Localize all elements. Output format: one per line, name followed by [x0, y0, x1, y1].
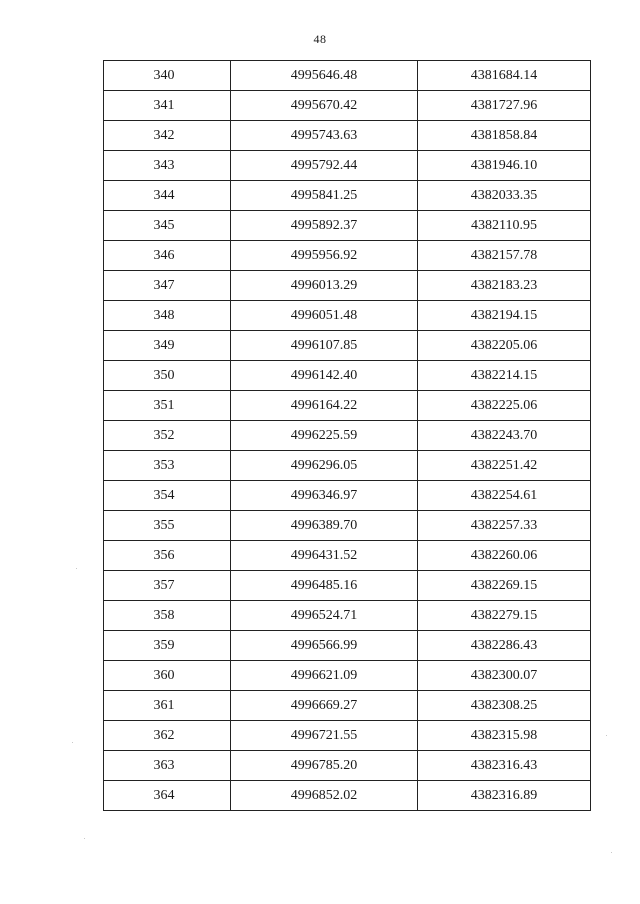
table-row — [104, 751, 591, 781]
point-cell: 347 — [104, 271, 231, 301]
table-row — [104, 541, 591, 571]
point-cell: 342 — [104, 121, 231, 151]
point-cell: 354 — [104, 481, 231, 511]
point-cell: 351 — [104, 391, 231, 421]
x-coordinate-cell: 4995792.44 — [231, 151, 418, 181]
point-cell: 341 — [104, 91, 231, 121]
x-coordinate-cell: 4996389.70 — [231, 511, 418, 541]
point-cell: 340 — [104, 61, 231, 91]
point-cell: 345 — [104, 211, 231, 241]
y-coordinate-cell: 4382251.42 — [418, 451, 591, 481]
y-coordinate-cell: 4382257.33 — [418, 511, 591, 541]
x-coordinate-cell: 4996621.09 — [231, 661, 418, 691]
point-cell: 353 — [104, 451, 231, 481]
coordinate-table-body — [104, 61, 591, 811]
y-coordinate-cell: 4382316.43 — [418, 751, 591, 781]
x-coordinate-cell: 4995670.42 — [231, 91, 418, 121]
table-row — [104, 511, 591, 541]
point-cell: 357 — [104, 571, 231, 601]
point-cell: 364 — [104, 781, 231, 811]
table-row — [104, 691, 591, 721]
table-row — [104, 721, 591, 751]
scan-speck — [611, 852, 612, 853]
x-coordinate-cell: 4995743.63 — [231, 121, 418, 151]
y-coordinate-cell: 4382214.15 — [418, 361, 591, 391]
point-cell: 346 — [104, 241, 231, 271]
point-cell: 355 — [104, 511, 231, 541]
y-coordinate-cell: 4382279.15 — [418, 601, 591, 631]
x-coordinate-cell: 4996669.27 — [231, 691, 418, 721]
table-row — [104, 181, 591, 211]
table-row — [104, 271, 591, 301]
x-coordinate-cell: 4996013.29 — [231, 271, 418, 301]
x-coordinate-cell: 4996225.59 — [231, 421, 418, 451]
x-coordinate-cell: 4995841.25 — [231, 181, 418, 211]
scan-speck — [84, 838, 85, 839]
scan-speck — [76, 568, 77, 569]
point-cell: 350 — [104, 361, 231, 391]
y-coordinate-cell: 4382260.06 — [418, 541, 591, 571]
y-coordinate-cell: 4381946.10 — [418, 151, 591, 181]
point-cell: 359 — [104, 631, 231, 661]
point-cell: 358 — [104, 601, 231, 631]
coordinate-table — [103, 60, 591, 811]
y-coordinate-cell: 4382243.70 — [418, 421, 591, 451]
table-row — [104, 361, 591, 391]
point-cell: 356 — [104, 541, 231, 571]
table-row — [104, 601, 591, 631]
y-coordinate-cell: 4382033.35 — [418, 181, 591, 211]
scan-speck — [72, 742, 73, 743]
x-coordinate-cell: 4995646.48 — [231, 61, 418, 91]
point-cell: 361 — [104, 691, 231, 721]
table-row — [104, 631, 591, 661]
y-coordinate-cell: 4382194.15 — [418, 301, 591, 331]
point-cell: 352 — [104, 421, 231, 451]
y-coordinate-cell: 4382157.78 — [418, 241, 591, 271]
table-row — [104, 481, 591, 511]
y-coordinate-cell: 4382225.06 — [418, 391, 591, 421]
table-row — [104, 61, 591, 91]
x-coordinate-cell: 4995892.37 — [231, 211, 418, 241]
table-row — [104, 151, 591, 181]
y-coordinate-cell: 4382205.06 — [418, 331, 591, 361]
table-row — [104, 121, 591, 151]
table-row — [104, 241, 591, 271]
point-cell: 363 — [104, 751, 231, 781]
x-coordinate-cell: 4996051.48 — [231, 301, 418, 331]
x-coordinate-cell: 4996524.71 — [231, 601, 418, 631]
x-coordinate-cell: 4996107.85 — [231, 331, 418, 361]
table-row — [104, 331, 591, 361]
x-coordinate-cell: 4995956.92 — [231, 241, 418, 271]
y-coordinate-cell: 4382254.61 — [418, 481, 591, 511]
point-cell: 362 — [104, 721, 231, 751]
point-cell: 348 — [104, 301, 231, 331]
table-row — [104, 451, 591, 481]
y-coordinate-cell: 4381684.14 — [418, 61, 591, 91]
table-row — [104, 301, 591, 331]
y-coordinate-cell: 4382308.25 — [418, 691, 591, 721]
x-coordinate-cell: 4996142.40 — [231, 361, 418, 391]
y-coordinate-cell: 4382315.98 — [418, 721, 591, 751]
table-row — [104, 391, 591, 421]
y-coordinate-cell: 4382316.89 — [418, 781, 591, 811]
x-coordinate-cell: 4996485.16 — [231, 571, 418, 601]
y-coordinate-cell: 4382183.23 — [418, 271, 591, 301]
table-row — [104, 91, 591, 121]
y-coordinate-cell: 4381858.84 — [418, 121, 591, 151]
y-coordinate-cell: 4382269.15 — [418, 571, 591, 601]
x-coordinate-cell: 4996431.52 — [231, 541, 418, 571]
scan-speck — [606, 735, 607, 736]
x-coordinate-cell: 4996346.97 — [231, 481, 418, 511]
table-row — [104, 571, 591, 601]
y-coordinate-cell: 4381727.96 — [418, 91, 591, 121]
point-cell: 343 — [104, 151, 231, 181]
y-coordinate-cell: 4382110.95 — [418, 211, 591, 241]
point-cell: 344 — [104, 181, 231, 211]
point-cell: 349 — [104, 331, 231, 361]
x-coordinate-cell: 4996721.55 — [231, 721, 418, 751]
table-row — [104, 421, 591, 451]
y-coordinate-cell: 4382300.07 — [418, 661, 591, 691]
table-row — [104, 661, 591, 691]
point-cell: 360 — [104, 661, 231, 691]
table-row — [104, 211, 591, 241]
x-coordinate-cell: 4996852.02 — [231, 781, 418, 811]
table-row — [104, 781, 591, 811]
x-coordinate-cell: 4996164.22 — [231, 391, 418, 421]
x-coordinate-cell: 4996566.99 — [231, 631, 418, 661]
x-coordinate-cell: 4996296.05 — [231, 451, 418, 481]
page-number: 48 — [313, 32, 327, 46]
x-coordinate-cell: 4996785.20 — [231, 751, 418, 781]
y-coordinate-cell: 4382286.43 — [418, 631, 591, 661]
